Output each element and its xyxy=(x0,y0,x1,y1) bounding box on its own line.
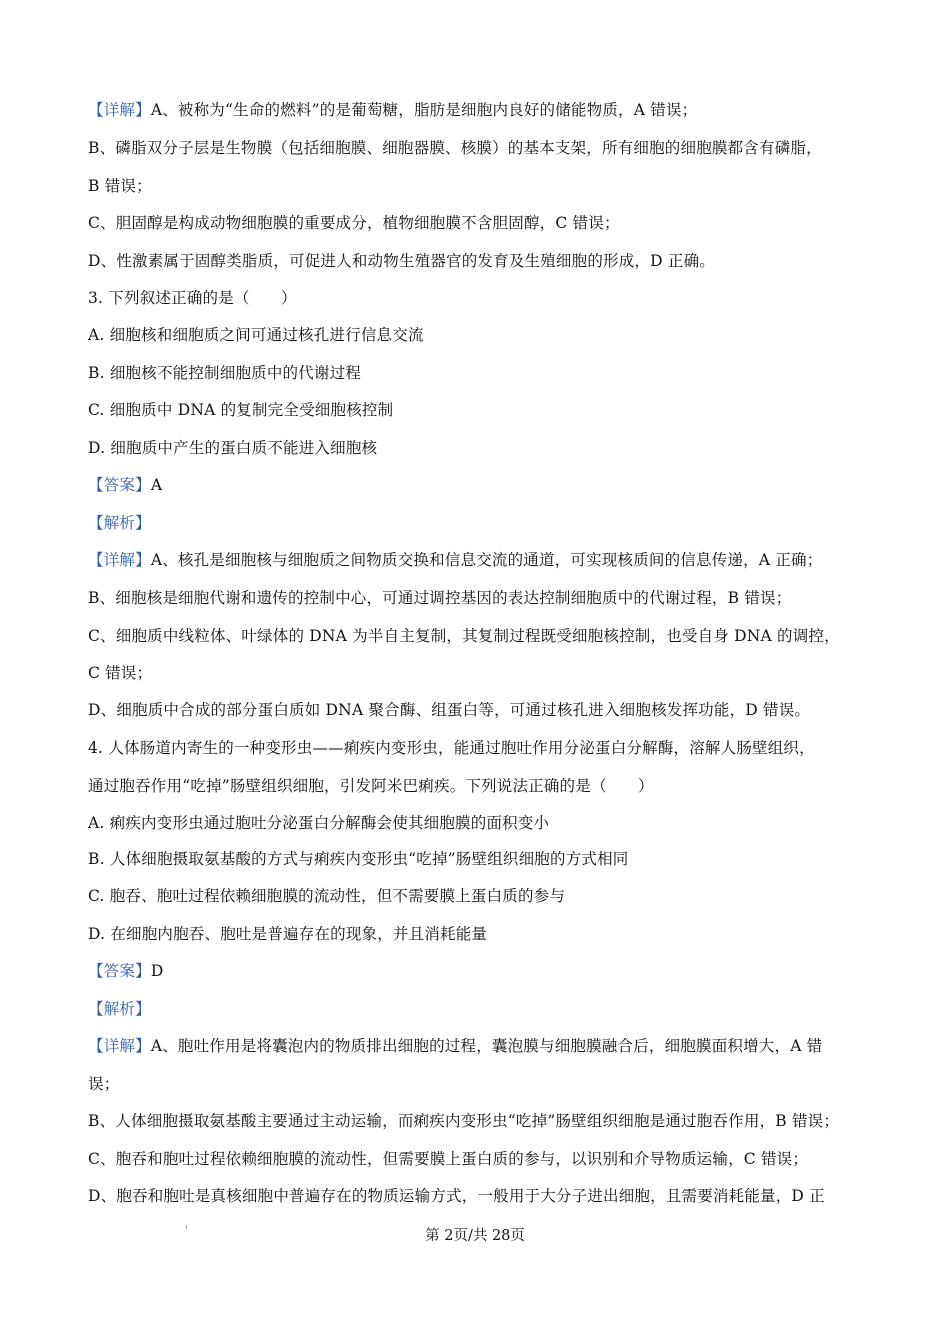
line-text: C、胆固醇是构成动物细胞膜的重要成分，植物细胞膜不含胆固醇，C 错误； xyxy=(88,214,620,232)
text-line xyxy=(88,512,864,534)
section-tag: 【答案】 xyxy=(88,476,151,494)
text-line xyxy=(88,250,864,272)
line-text: A. 细胞核和细胞质之间可通过核孔进行信息交流 xyxy=(88,326,424,344)
section-tag: 【解析】 xyxy=(88,1000,151,1018)
text-line xyxy=(88,287,864,309)
line-text: B、细胞核是细胞代谢和遗传的控制中心，可通过调控基因的表达控制细胞质中的代谢过程，B 错误； xyxy=(88,589,792,607)
text-line xyxy=(88,737,864,759)
section-tag: 【详解】 xyxy=(88,551,151,569)
line-text: B. 人体细胞摄取氨基酸的方式与痢疾内变形虫“吃掉”肠壁组织细胞的方式相同 xyxy=(88,850,629,868)
line-text: C. 细胞质中 DNA 的复制完全受细胞核控制 xyxy=(88,401,394,419)
text-line xyxy=(88,474,864,496)
text-line xyxy=(88,212,864,234)
text-line xyxy=(88,1073,864,1095)
text-line xyxy=(88,437,864,459)
line-text: 通过胞吞作用“吃掉”肠壁组织细胞，引发阿米巴痢疾。下列说法正确的是（ ） xyxy=(88,777,654,795)
section-tag: 【解析】 xyxy=(88,514,151,532)
line-text: A、被称为“生命的燃料”的是葡萄糖，脂肪是细胞内良好的储能物质，A 错误； xyxy=(150,101,698,119)
line-text: D. 在细胞内胞吞、胞吐是普遍存在的现象，并且消耗能量 xyxy=(88,925,488,943)
text-line xyxy=(88,662,864,684)
text-line xyxy=(88,137,864,159)
text-line xyxy=(88,998,864,1020)
line-text: B、人体细胞摄取氨基酸主要通过主动运输，而痢疾内变形虫“吃掉”肠壁组织细胞是通过胞吞作用，B 错误； xyxy=(88,1112,840,1130)
line-text: C、细胞质中线粒体、叶绿体的 DNA 为半自主复制，其复制过程既受细胞核控制，也受自身 DNA 的调控， xyxy=(88,627,840,645)
line-text: A、核孔是细胞核与细胞质之间物质交换和信息交流的通道，可实现核质间的信息传递，A 正确； xyxy=(150,551,823,569)
text-line xyxy=(88,625,864,647)
text-line xyxy=(88,960,864,982)
text-line xyxy=(88,848,864,870)
text-line xyxy=(88,549,864,571)
text-line xyxy=(88,885,864,907)
section-tag: 【详解】 xyxy=(88,101,151,119)
text-line xyxy=(88,1148,864,1170)
line-text: D、性激素属于固醇类脂质，可促进人和动物生殖器官的发育及生殖细胞的形成，D 正确。 xyxy=(88,252,715,270)
section-tag: 【详解】 xyxy=(88,1037,151,1055)
line-text: D xyxy=(150,962,164,980)
text-line xyxy=(88,362,864,384)
line-text: B. 细胞核不能控制细胞质中的代谢过程 xyxy=(88,364,362,382)
line-text: 误； xyxy=(88,1075,120,1093)
line-text: 3. 下列叙述正确的是（ ） xyxy=(88,289,297,307)
text-line xyxy=(88,175,864,197)
line-text: A、胞吐作用是将囊泡内的物质排出细胞的过程，囊泡膜与细胞膜融合后，细胞膜面积增大，A 错 xyxy=(150,1037,823,1055)
line-text: B、磷脂双分子层是生物膜（包括细胞膜、细胞器膜、核膜）的基本支架，所有细胞的细胞膜都含有磷脂， xyxy=(88,139,822,157)
text-line xyxy=(88,399,864,421)
text-line xyxy=(88,775,864,797)
stray-mark: ' xyxy=(185,1225,188,1236)
line-text: D、细胞质中合成的部分蛋白质如 DNA 聚合酶、组蛋白等，可通过核孔进入细胞核发挥功能，D 错误。 xyxy=(88,701,811,719)
line-text: B 错误； xyxy=(88,177,152,195)
page-footer: 第 2页/共 28页 xyxy=(425,1228,525,1244)
text-line xyxy=(88,324,864,346)
line-text: D. 细胞质中产生的蛋白质不能进入细胞核 xyxy=(88,439,378,457)
text-line xyxy=(88,923,864,945)
text-line xyxy=(88,812,864,834)
line-text: A. 痢疾内变形虫通过胞吐分泌蛋白分解酶会使其细胞膜的面积变小 xyxy=(88,814,550,832)
line-text: C 错误； xyxy=(88,664,153,682)
text-line xyxy=(88,1110,864,1132)
text-line xyxy=(88,699,864,721)
text-line xyxy=(88,587,864,609)
line-text: A xyxy=(150,476,163,494)
line-text: C、胞吞和胞吐过程依赖细胞膜的流动性，但需要膜上蛋白质的参与，以识别和介导物质运输，C 错误； xyxy=(88,1150,809,1168)
line-text: C. 胞吞、胞吐过程依赖细胞膜的流动性，但不需要膜上蛋白质的参与 xyxy=(88,887,566,905)
line-text: D、胞吞和胞吐是真核细胞中普遍存在的物质运输方式，一般用于大分子进出细胞，且需要消耗能量，D 正 xyxy=(88,1187,825,1205)
text-line xyxy=(88,1035,864,1057)
section-tag: 【答案】 xyxy=(88,962,151,980)
text-line xyxy=(88,1185,864,1207)
text-line xyxy=(88,99,864,121)
line-text: 4. 人体肠道内寄生的一种变形虫——痢疾内变形虫，能通过胞吐作用分泌蛋白分解酶，溶解人肠壁组织， xyxy=(88,739,815,757)
